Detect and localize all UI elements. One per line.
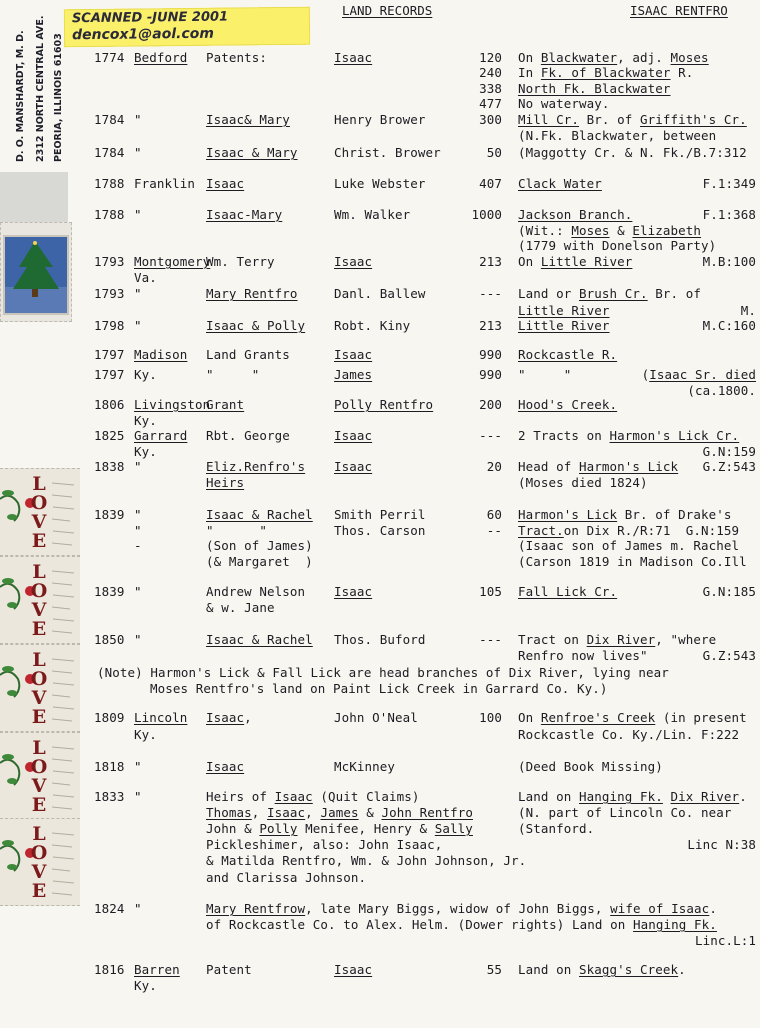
record-grantee: Wm. Walker	[334, 207, 411, 222]
record-location: Rockcastle Co. Ky./Lin. F:222	[518, 727, 740, 742]
record-location: On Renfroe's Creek (in present	[518, 710, 747, 725]
record-grantee: Isaac	[334, 50, 373, 65]
record-grantee: Henry Brower	[334, 112, 426, 127]
header-land-records: LAND RECORDS	[342, 3, 433, 18]
love-word: L O V E	[30, 473, 48, 552]
record-reference: G.N:159	[702, 444, 756, 459]
postage-stamp-love	[0, 732, 80, 820]
record-party: Land Grants	[206, 347, 290, 362]
record-grantee: Thos. Buford	[334, 632, 426, 647]
record-year: 1798	[94, 318, 125, 333]
return-address-stamp	[0, 15, 66, 170]
record-county: "	[134, 789, 142, 804]
record-year: 1824	[94, 901, 125, 916]
record-county: "	[134, 207, 142, 222]
record-location: In Fk. of Blackwater R.	[518, 65, 694, 80]
record-year: 1797	[94, 367, 125, 382]
record-county: Ky.	[134, 444, 157, 459]
record-acres: ---	[479, 286, 502, 301]
record-acres: ---	[479, 632, 502, 647]
record-party: Isaac,	[206, 710, 252, 725]
record-year: 1850	[94, 632, 125, 647]
record-grantee: Danl. Ballew	[334, 286, 426, 301]
record-reference: M.	[740, 303, 756, 318]
record-year: 1833	[94, 789, 125, 804]
record-acres: 990	[479, 347, 502, 362]
record-county: Garrard	[134, 428, 188, 443]
record-year: 1784	[94, 145, 125, 160]
record-party: Mary Rentfro	[206, 286, 298, 301]
record-acres: 477	[479, 96, 502, 111]
record-grantee: Luke Webster	[334, 176, 426, 191]
rose-icon	[0, 557, 34, 644]
record-party: Isaac & Rachel	[206, 507, 313, 522]
love-word: L O V E	[30, 737, 48, 816]
record-party: Rbt. George	[206, 428, 290, 443]
record-acres: 50	[486, 145, 502, 160]
note-line-2: Moses Rentfro's land on Paint Lick Creek in Garrard Co. Ky.)	[150, 681, 608, 696]
record-party: " "	[206, 367, 260, 382]
record-acres: 990	[479, 367, 502, 382]
record-party: Isaac& Mary	[206, 112, 290, 127]
record-party: Mary Rentfrow, late Mary Biggs, widow of John Biggs, wife of Isaac.	[206, 901, 717, 916]
record-party: (& Margaret )	[206, 554, 313, 569]
record-county: Franklin	[134, 176, 196, 191]
record-acres: 60	[486, 507, 502, 522]
record-party: Isaac & Mary	[206, 145, 298, 160]
postage-stamp-tree	[0, 222, 72, 322]
record-party: Andrew Nelson	[206, 584, 306, 599]
record-county: "	[134, 318, 142, 333]
record-reference: Linc.L:1	[694, 933, 756, 948]
record-county: Lincoln	[134, 710, 188, 725]
record-year: 1818	[94, 759, 125, 774]
record-location: Land on Skagg's Creek.	[518, 962, 686, 977]
record-party: Heirs	[206, 475, 245, 490]
record-party: Thomas, Isaac, James & John Rentfro	[206, 805, 473, 820]
record-location: Little River	[518, 318, 610, 333]
record-county: Va.	[134, 270, 157, 285]
record-location: No waterway.	[518, 96, 610, 111]
love-word: L O V E	[30, 561, 48, 640]
record-year: 1816	[94, 962, 125, 977]
postage-stamp-love	[0, 468, 80, 556]
record-county: Bedford	[134, 50, 188, 65]
record-location: (Isaac son of James m. Rachel	[518, 538, 740, 553]
script-lines-icon	[50, 563, 76, 639]
record-grantee: Isaac	[334, 962, 373, 977]
record-grantee: Smith Perril	[334, 507, 426, 522]
record-county: "	[134, 632, 142, 647]
record-year: 1793	[94, 254, 125, 269]
record-location: Harmon's Lick Br. of Drake's	[518, 507, 732, 522]
record-location: Land or Brush Cr. Br. of	[518, 286, 702, 301]
record-acres: 300	[479, 112, 502, 127]
record-location: (Deed Book Missing)	[518, 759, 663, 774]
rose-icon	[0, 733, 34, 820]
record-location: Tract.on Dix R./R:71 G.N:159	[518, 523, 740, 538]
record-county: "	[134, 507, 142, 522]
record-county: Ky.	[134, 413, 157, 428]
record-grantee: Thos. Carson	[334, 523, 426, 538]
record-acres: ---	[479, 428, 502, 443]
rose-icon	[0, 819, 34, 906]
record-acres: 20	[486, 459, 502, 474]
script-lines-icon	[50, 651, 76, 727]
record-grantee: Isaac	[334, 254, 373, 269]
record-grantee: Robt. Kiny	[334, 318, 411, 333]
record-location: (N. part of Lincoln Co. near	[518, 805, 732, 820]
record-party: Isaac	[206, 759, 245, 774]
record-year: 1839	[94, 584, 125, 599]
record-party: Isaac & Polly	[206, 318, 306, 333]
record-reference: G.N:185	[702, 584, 756, 599]
record-reference: F.1:349	[702, 176, 756, 191]
record-grantee: Isaac	[334, 347, 373, 362]
record-location: (N.Fk. Blackwater, between	[518, 128, 717, 143]
record-party: and Clarissa Johnson.	[206, 870, 367, 885]
record-county: Barren	[134, 962, 180, 977]
script-lines-icon	[50, 739, 76, 815]
record-year: 1797	[94, 347, 125, 362]
record-location: (Wit.: Moses & Elizabeth	[518, 223, 702, 238]
record-acres: 213	[479, 254, 502, 269]
record-location: Jackson Branch.	[518, 207, 633, 222]
record-year: 1806	[94, 397, 125, 412]
record-location: (1779 with Donelson Party)	[518, 238, 717, 253]
record-county: Madison	[134, 347, 188, 362]
record-grantee: Isaac	[334, 459, 373, 474]
record-county: Montgomery	[134, 254, 211, 269]
record-year: 1793	[94, 286, 125, 301]
record-grantee: Christ. Brower	[334, 145, 441, 160]
record-party: Isaac & Rachel	[206, 632, 313, 647]
rose-icon	[0, 645, 34, 732]
record-acres: 105	[479, 584, 502, 599]
record-location: Renfro now lives"	[518, 648, 648, 663]
christmas-tree-icon	[3, 235, 69, 315]
record-county: -	[134, 538, 142, 553]
record-county: Ky.	[134, 367, 157, 382]
return-address-line3: PEORIA, ILLINOIS 61603	[53, 33, 64, 162]
record-party: Grant	[206, 397, 245, 412]
record-acres: 100	[479, 710, 502, 725]
record-reference: M.C:160	[702, 318, 756, 333]
script-lines-icon	[50, 825, 76, 901]
record-county: "	[134, 112, 142, 127]
record-county: Ky.	[134, 727, 157, 742]
record-county: "	[134, 584, 142, 599]
record-acres: 120	[479, 50, 502, 65]
record-grantee: James	[334, 367, 373, 382]
record-year: 1809	[94, 710, 125, 725]
record-acres: --	[486, 523, 502, 538]
record-location: Mill Cr. Br. of Griffith's Cr.	[518, 112, 747, 127]
record-party: Eliz.Renfro's	[206, 459, 306, 474]
header-isaac-rentfro: ISAAC RENTFRO	[630, 3, 728, 18]
return-address-line1: D. O. MANSHARDT, M. D.	[15, 30, 26, 162]
sticky-note-email: dencox1@aol.com	[71, 25, 215, 44]
record-party: (Son of James)	[206, 538, 313, 553]
record-party: " "	[206, 523, 268, 538]
postage-stamp-love	[0, 818, 80, 906]
record-location: Rockcastle R.	[518, 347, 618, 362]
record-acres: 407	[479, 176, 502, 191]
record-acres: 55	[486, 962, 502, 977]
record-year: 1825	[94, 428, 125, 443]
record-acres: 213	[479, 318, 502, 333]
record-party: Heirs of Isaac (Quit Claims)	[206, 789, 420, 804]
record-location: Little River	[518, 303, 610, 318]
record-county: "	[134, 459, 142, 474]
love-word: L O V E	[30, 649, 48, 728]
record-grantee: John O'Neal	[334, 710, 418, 725]
record-location: Land on Hanging Fk. Dix River.	[518, 789, 747, 804]
record-year: 1774	[94, 50, 125, 65]
record-party: Patent	[206, 962, 252, 977]
script-lines-icon	[50, 475, 76, 551]
record-county: "	[134, 286, 142, 301]
note-line-1: (Note) Harmon's Lick & Fall Lick are head branches of Dix River, lying near	[97, 665, 669, 680]
record-year: 1788	[94, 207, 125, 222]
rose-icon	[0, 469, 34, 556]
record-party: Isaac	[206, 176, 245, 191]
record-party: Pickleshimer, also: John Isaac,	[206, 837, 443, 852]
record-location: On Little River	[518, 254, 633, 269]
sticky-note-scanned: SCANNED -JUNE 2001	[71, 9, 229, 27]
record-grantee: McKinney	[334, 759, 396, 774]
record-party: Patents:	[206, 50, 268, 65]
record-party: Isaac-Mary	[206, 207, 283, 222]
love-word: L O V E	[30, 823, 48, 902]
record-acres: 240	[479, 65, 502, 80]
record-county: "	[134, 145, 142, 160]
record-location: On Blackwater, adj. Moses	[518, 50, 709, 65]
record-location: Hood's Creek.	[518, 397, 618, 412]
record-party: & Matilda Rentfro, Wm. & John Johnson, Jr.	[206, 853, 527, 868]
record-county: "	[134, 759, 142, 774]
sticky-note	[64, 7, 310, 48]
record-location: " "	[518, 367, 572, 382]
postage-stamp-love	[0, 556, 80, 644]
record-location: Clack Water	[518, 176, 602, 191]
record-location: (Stanford.	[518, 821, 595, 836]
record-year: 1788	[94, 176, 125, 191]
record-location: (Moses died 1824)	[518, 475, 648, 490]
record-grantee: Isaac	[334, 428, 373, 443]
record-reference: M.B:100	[702, 254, 756, 269]
return-address-line2: 2312 NORTH CENTRAL AVE.	[35, 15, 46, 162]
record-county: Livingston	[134, 397, 211, 412]
paper-strip	[0, 172, 68, 222]
record-reference: F.1:368	[702, 207, 756, 222]
record-year: 1838	[94, 459, 125, 474]
record-location: Head of Harmon's Lick	[518, 459, 679, 474]
record-reference: (ca.1800.	[687, 383, 756, 398]
record-location: (Carson 1819 in Madison Co.Ill	[518, 554, 747, 569]
record-reference: G.Z:543	[702, 459, 756, 474]
postage-stamp-love	[0, 644, 80, 732]
record-location: 2 Tracts on Harmon's Lick Cr.	[518, 428, 740, 443]
record-party: of Rockcastle Co. to Alex. Helm. (Dower rights) Land on Hanging Fk.	[206, 917, 717, 932]
record-location: Tract on Dix River, "where	[518, 632, 717, 647]
record-location: North Fk. Blackwater	[518, 81, 671, 96]
record-year: 1839	[94, 507, 125, 522]
record-party: & w. Jane	[206, 600, 275, 615]
record-location: Fall Lick Cr.	[518, 584, 618, 599]
record-county: "	[134, 901, 142, 916]
record-acres: 200	[479, 397, 502, 412]
record-acres: 338	[479, 81, 502, 96]
record-year: 1784	[94, 112, 125, 127]
record-grantee: Isaac	[334, 584, 373, 599]
record-grantee: Polly Rentfro	[334, 397, 434, 412]
record-county: "	[134, 523, 142, 538]
record-party: John & Polly Menifee, Henry & Sally	[206, 821, 473, 836]
record-acres: 1000	[471, 207, 502, 222]
record-reference: G.Z:543	[702, 648, 756, 663]
record-party: Wm. Terry	[206, 254, 275, 269]
record-reference: (Isaac Sr. died	[641, 367, 756, 382]
record-reference: Linc N:38	[687, 837, 756, 852]
record-county: Ky.	[134, 978, 157, 993]
record-location: (Maggotty Cr. & N. Fk./B.7:312	[518, 145, 747, 160]
